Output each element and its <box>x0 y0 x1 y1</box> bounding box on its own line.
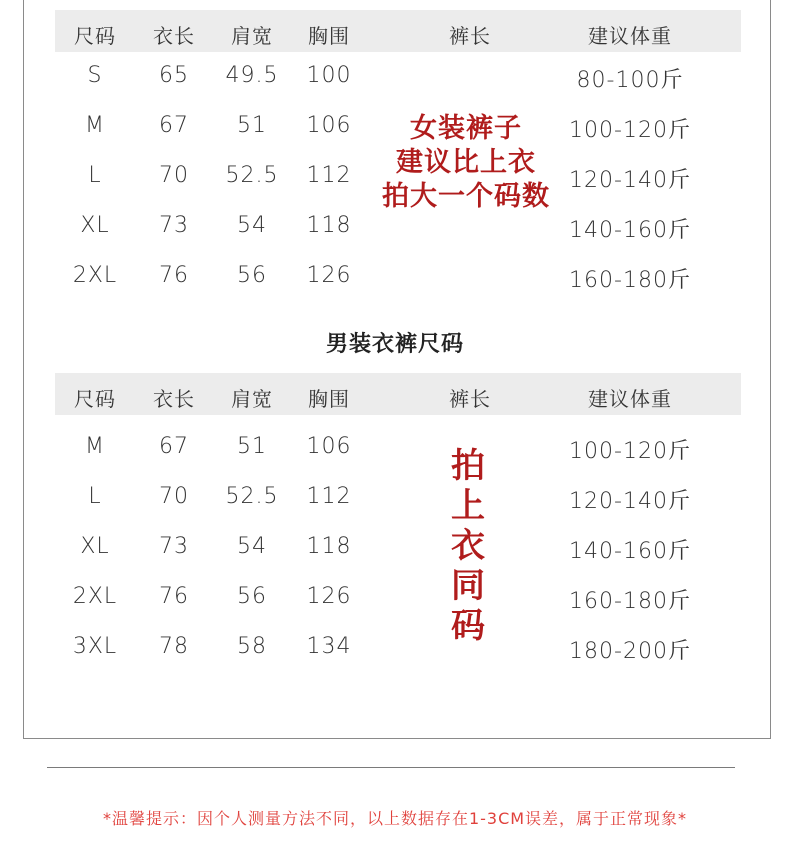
note-line: 建议比上衣 <box>396 147 536 178</box>
cell-size: S <box>87 63 103 88</box>
cell-weight: 160-180斤 <box>569 268 691 293</box>
cell-chest: 112 <box>306 484 352 509</box>
cell-weight: 100-120斤 <box>569 439 691 464</box>
footer-divider <box>47 767 735 768</box>
cell-size: 2XL <box>72 584 118 609</box>
cell-length: 76 <box>159 263 189 288</box>
cell-shoulder: 54 <box>237 213 267 238</box>
header-length: 衣长 <box>153 387 195 411</box>
header-length: 衣长 <box>153 24 195 48</box>
cell-chest: 118 <box>306 534 352 559</box>
cell-length: 65 <box>159 63 189 88</box>
cell-weight: 100-120斤 <box>569 118 691 143</box>
cell-size: 3XL <box>72 634 118 659</box>
cell-length: 70 <box>159 484 189 509</box>
men-size-table <box>55 373 741 673</box>
cell-chest: 118 <box>306 213 352 238</box>
men-section-title: 男装衣裤尺码 <box>325 332 464 357</box>
note-char: 衣 <box>451 526 485 566</box>
note-char: 码 <box>451 606 485 646</box>
note-char: 上 <box>451 486 485 526</box>
cell-size: L <box>88 163 102 188</box>
header-weight: 建议体重 <box>588 387 672 411</box>
table-row <box>55 52 741 102</box>
note-char: 同 <box>451 566 485 606</box>
header-chest: 胸围 <box>308 24 350 48</box>
cell-weight: 180-200斤 <box>569 639 691 664</box>
cell-length: 67 <box>159 434 189 459</box>
men-pants-note <box>447 446 489 646</box>
cell-weight: 140-160斤 <box>569 218 691 243</box>
cell-length: 70 <box>159 163 189 188</box>
women-pants-note <box>366 112 566 214</box>
cell-size: L <box>88 484 102 509</box>
header-size: 尺码 <box>74 387 116 411</box>
cell-shoulder: 54 <box>237 534 267 559</box>
cell-shoulder: 51 <box>237 113 267 138</box>
cell-weight: 120-140斤 <box>569 489 691 514</box>
cell-shoulder: 52.5 <box>225 163 279 188</box>
header-shoulder: 肩宽 <box>231 24 273 48</box>
cell-size: 2XL <box>72 263 118 288</box>
cell-shoulder: 49.5 <box>225 63 279 88</box>
cell-chest: 126 <box>306 584 352 609</box>
cell-chest: 100 <box>306 63 352 88</box>
cell-size: M <box>85 434 105 459</box>
cell-length: 73 <box>159 534 189 559</box>
header-weight: 建议体重 <box>588 24 672 48</box>
header-pants-length: 裤长 <box>449 387 491 411</box>
note-line: 女装裤子 <box>410 113 522 144</box>
cell-weight: 80-100斤 <box>576 68 684 93</box>
cell-chest: 134 <box>306 634 352 659</box>
cell-chest: 126 <box>306 263 352 288</box>
cell-size: XL <box>80 213 110 238</box>
cell-shoulder: 51 <box>237 434 267 459</box>
header-shoulder: 肩宽 <box>231 387 273 411</box>
table-row <box>55 623 741 673</box>
note-char: 拍 <box>451 446 485 486</box>
cell-weight: 140-160斤 <box>569 539 691 564</box>
cell-size: M <box>85 113 105 138</box>
table-row <box>55 573 741 623</box>
header-pants-length: 裤长 <box>449 24 491 48</box>
cell-shoulder: 52.5 <box>225 484 279 509</box>
header-size: 尺码 <box>74 24 116 48</box>
table-row <box>55 252 741 302</box>
note-line: 拍大一个码数 <box>382 181 550 212</box>
header-chest: 胸围 <box>308 387 350 411</box>
cell-size: XL <box>80 534 110 559</box>
cell-chest: 106 <box>306 434 352 459</box>
cell-shoulder: 56 <box>237 263 267 288</box>
table-row <box>55 523 741 573</box>
cell-length: 76 <box>159 584 189 609</box>
cell-chest: 112 <box>306 163 352 188</box>
table-row <box>55 473 741 523</box>
cell-chest: 106 <box>306 113 352 138</box>
cell-weight: 160-180斤 <box>569 589 691 614</box>
cell-length: 73 <box>159 213 189 238</box>
table-header <box>55 10 741 52</box>
cell-shoulder: 56 <box>237 584 267 609</box>
cell-shoulder: 58 <box>237 634 267 659</box>
cell-length: 67 <box>159 113 189 138</box>
footer-note: *温馨提示：因个人测量方法不同，以上数据存在1-3CM误差，属于正常现象* <box>102 809 688 828</box>
table-header <box>55 373 741 415</box>
cell-weight: 120-140斤 <box>569 168 691 193</box>
table-row <box>55 423 741 473</box>
cell-length: 78 <box>159 634 189 659</box>
